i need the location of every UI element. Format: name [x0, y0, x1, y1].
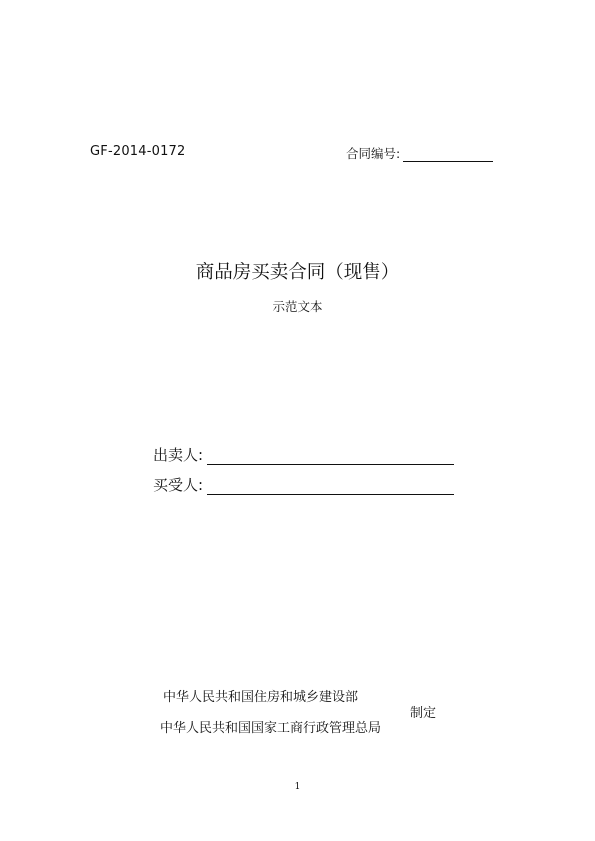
buyer-label: 买受人:	[153, 476, 204, 494]
seller-blank	[207, 446, 454, 465]
seller-label: 出卖人:	[153, 446, 204, 464]
seller-field	[153, 444, 454, 465]
issuer-ministry-housing: 中华人民共和国住房和城乡建设部	[163, 690, 359, 705]
buyer-field	[153, 474, 454, 495]
contract-number-label: 合同编号:	[346, 146, 401, 161]
document-subtitle: 示范文本	[272, 299, 323, 314]
issuer-admin-industry-commerce: 中华人民共和国国家工商行政管理总局	[160, 721, 382, 736]
document-title: 商品房买卖合同（现售）	[195, 262, 400, 283]
buyer-blank	[207, 476, 454, 495]
page-number: 1	[294, 782, 301, 792]
document-code: GF-2014-0172	[90, 144, 186, 159]
contract-number-field	[346, 144, 493, 162]
issued-by-label: 制定	[410, 706, 437, 721]
contract-number-blank	[403, 147, 493, 162]
